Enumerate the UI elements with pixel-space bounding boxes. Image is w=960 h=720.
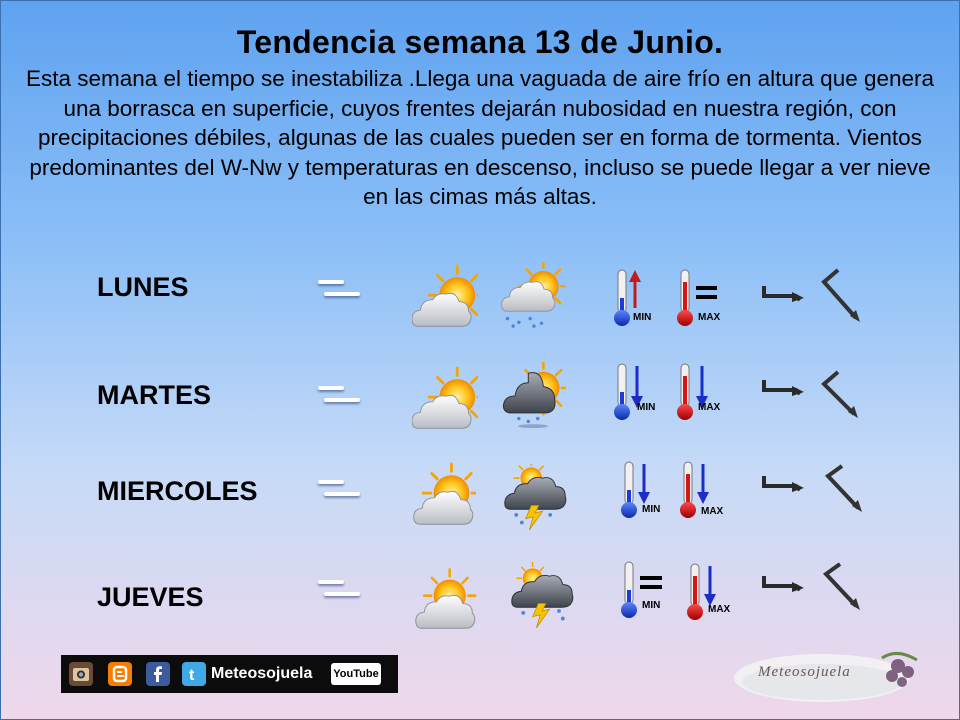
wind-direction-icon [758, 370, 878, 432]
trend-equal-icon [318, 478, 362, 502]
min-label: MIN [633, 312, 652, 323]
sun-cloud-icon [412, 264, 478, 330]
day-row-martes [0, 362, 960, 442]
brand-name: Meteosojuela [211, 665, 313, 682]
day-label: MIERCOLES [97, 476, 258, 506]
svg-text:t: t [189, 667, 195, 684]
wind-direction-icon [758, 268, 878, 330]
sun-storm-cloud-icon [500, 362, 566, 428]
min-label: MIN [637, 402, 656, 413]
thermometer-min-equal-icon [620, 560, 676, 620]
day-label: JUEVES [97, 582, 204, 612]
blogger-icon[interactable] [108, 662, 132, 686]
twitter-icon[interactable] [182, 662, 206, 686]
day-label: LUNES [97, 272, 189, 302]
max-label: MAX [698, 312, 721, 323]
max-label: MAX [698, 402, 721, 413]
wind-direction-icon [758, 560, 878, 622]
min-label: MIN [642, 600, 661, 611]
instagram-icon[interactable] [69, 662, 93, 686]
thermometer-max-down-icon [676, 362, 732, 422]
day-label: MARTES [97, 380, 211, 410]
max-label: MAX [708, 604, 731, 615]
trend-equal-icon [318, 578, 362, 602]
social-media-bar [61, 655, 398, 693]
sun-cloud-light-rain-icon [500, 262, 566, 328]
page-title: Tendencia semana 13 de Junio. [236, 24, 724, 60]
sun-cloud-icon [412, 566, 478, 632]
facebook-icon[interactable] [146, 662, 170, 686]
forecast-description: Esta semana el tiempo se inestabiliza .Llega una vaguada de aire frío en altura que genera una borrasca en superficie, cuyos frentes dejarán nubosidad en nuestra región, con precipitaciones débiles, algunas de las cuales pueden ser en forma de tormenta. Vientos predominantes del W-Nw y temperaturas en descenso, incluso se puede llegar a ver nieve en las cimas más altas. [25, 66, 935, 209]
max-label: MAX [701, 506, 724, 517]
thunderstorm-icon [510, 562, 576, 628]
meteosojuela-logo [732, 648, 928, 710]
sun-cloud-icon [412, 366, 478, 432]
wind-direction-icon [758, 464, 878, 526]
youtube-icon[interactable]: YouTube [331, 663, 381, 685]
thermometer-min-down-icon [613, 362, 669, 422]
day-row-miercoles [0, 458, 960, 538]
day-row-jueves [0, 560, 960, 640]
thunderstorm-icon [503, 464, 569, 530]
trend-equal-icon [318, 278, 362, 302]
trend-equal-icon [318, 384, 362, 408]
logo-text: Meteosojuela [758, 664, 851, 680]
day-row-lunes [0, 262, 960, 342]
min-label: MIN [642, 504, 661, 515]
sun-cloud-icon [410, 462, 476, 528]
